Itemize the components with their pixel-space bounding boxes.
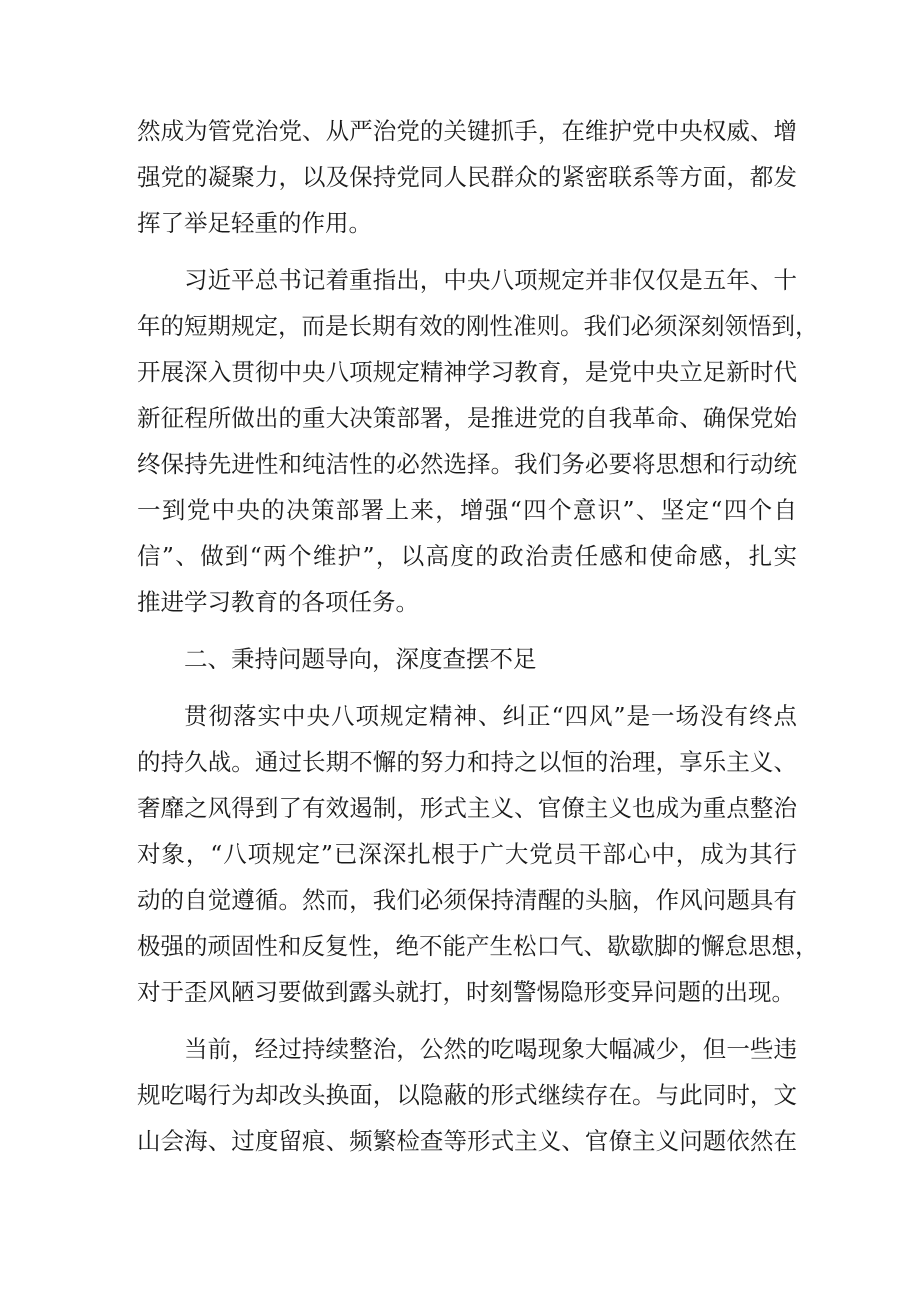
text-line: 强党的凝聚力，以及保持党同人民群众的紧密联系等方面，都发 [137, 163, 797, 191]
paragraph-four-winds [137, 693, 819, 1015]
paragraph-current-situation [137, 1026, 797, 1164]
text-line: 山会海、过度留痕、频繁检查等形式主义、官僚主义问题依然在 [137, 1127, 797, 1155]
paragraph-xi-remarks [137, 257, 819, 625]
document-body [137, 108, 819, 1164]
text-line: 对于歪风陋习要做到露头就打，时刻警惕隐形变异问题的出现。 [137, 978, 795, 1006]
text-line: 年的短期规定，而是长期有效的刚性准则。我们必须深刻领悟到， [137, 312, 819, 340]
text-line: 终保持先进性和纯洁性的必然选择。我们务必要将思想和行动统 [137, 450, 797, 478]
text-line: 习近平总书记着重指出，中央八项规定并非仅仅是五年、十 [184, 266, 797, 294]
text-line: 挥了举足轻重的作用。 [137, 209, 372, 237]
text-line: 信”、做到“两个维护”，以高度的政治责任感和使命感，扎实 [137, 542, 797, 570]
text-line: 极强的顽固性和反复性，绝不能产生松口气、歇歇脚的懈怠思想， [137, 932, 819, 960]
text-line: 一到党中央的决策部署上来，增强“四个意识”、坚定“四个自 [137, 496, 797, 524]
text-line: 然成为管党治党、从严治党的关键抓手，在维护党中央权威、增 [137, 117, 797, 145]
text-line: 新征程所做出的重大决策部署，是推进党的自我革命、确保党始 [137, 404, 797, 432]
paragraph-continuation [137, 108, 797, 246]
text-line: 对象，“八项规定”已深深扎根于广大党员干部心中，成为其行 [137, 840, 797, 868]
section-heading [137, 636, 797, 682]
text-line: 贯彻落实中央八项规定精神、纠正“四风”是一场没有终点 [184, 702, 797, 730]
text-line: 当前，经过持续整治，公然的吃喝现象大幅减少，但一些违 [184, 1035, 797, 1063]
text-line: 的持久战。通过长期不懈的努力和持之以恒的治理，享乐主义、 [137, 748, 797, 776]
text-line: 推进学习教育的各项任务。 [137, 588, 419, 616]
text-line: 规吃喝行为却改头换面，以隐蔽的形式继续存在。与此同时，文 [137, 1081, 797, 1109]
text-line: 奢靡之风得到了有效遏制，形式主义、官僚主义也成为重点整治 [137, 794, 797, 822]
text-line: 动的自觉遵循。然而，我们必须保持清醒的头脑，作风问题具有 [137, 886, 797, 914]
section-heading-text: 二、秉持问题导向，深度查摆不足 [184, 645, 537, 673]
text-line: 开展深入贯彻中央八项规定精神学习教育，是党中央立足新时代 [137, 358, 797, 386]
